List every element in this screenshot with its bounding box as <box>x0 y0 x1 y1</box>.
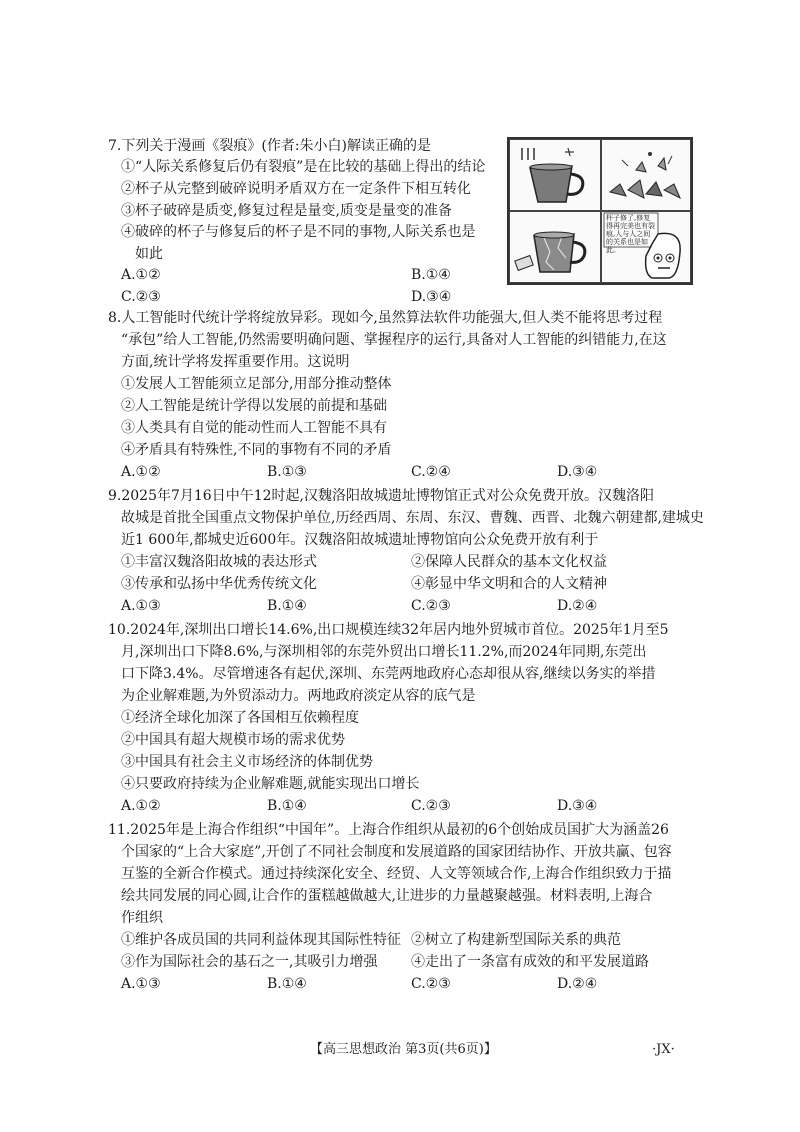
q11-option-c: C.②③ <box>411 976 451 992</box>
q11-item-1: ①维护各成员国的共同利益体现其国际性特征 <box>121 932 401 948</box>
q11-option-a: A.①③ <box>121 976 161 992</box>
q8-stem-line-2: “承包”给人工智能,仍然需要明确问题、掌握程序的运行,具备对人工智能的纠错能力,在这 <box>121 332 667 348</box>
q11-stem-line-3: 互鉴的全新合作模式。通过持续深化安全、经贸、人文等领域合作,上海合作组织致力于描 <box>121 866 672 882</box>
q9-option-a: A.①③ <box>121 598 161 614</box>
q9-option-c: C.②③ <box>411 598 451 614</box>
page-footer-code: ·JX· <box>652 1042 675 1057</box>
page-footer-title: 【高三思想政治 第3页(共6页)】 <box>310 1042 497 1057</box>
q11-option-d: D.②④ <box>557 976 598 992</box>
q8-stem-line-1: 8.人工智能时代统计学将绽放异彩。现如今,虽然算法软件功能强大,但人类不能将思考过程 <box>108 310 663 326</box>
q9-item-2: ②保障人民群众的基本文化权益 <box>411 554 607 570</box>
q11-stem-line-2: 个国家的“上合大家庭”,开创了不同社会制度和发展道路的国家团结协作、开放共赢、包容 <box>121 844 672 860</box>
q11-option-b: B.①④ <box>267 976 307 992</box>
q10-item-4: ④只要政府持续为企业解难题,就能实现出口增长 <box>121 776 420 792</box>
q9-stem-line-2: 故城是首批全国重点文物保护单位,历经西周、东周、东汉、曹魏、西晋、北魏六朝建都,建城史 <box>121 510 704 526</box>
q10-option-b: B.①④ <box>267 798 307 814</box>
q9-option-b: B.①④ <box>267 598 307 614</box>
q7-stem: 7.下列关于漫画《裂痕》(作者:朱小白)解读正确的是 <box>108 138 431 154</box>
q8-option-a: A.①② <box>121 464 161 480</box>
comic-panel-intact-cup <box>509 139 601 211</box>
q10-stem-line-4: 为企业解难题,为外贸添动力。两地政府淡定从容的底气是 <box>121 688 476 704</box>
q11-item-3: ③作为国际社会的基石之一,其吸引力增强 <box>121 954 378 970</box>
q7-item-4-cont: 如此 <box>135 246 163 262</box>
q9-item-4: ④彰显中华文明和合的人文精神 <box>411 576 607 592</box>
q7-item-1: ①“人际关系修复后仍有裂痕”是在比较的基础上得出的结论 <box>121 159 486 175</box>
comic-panel-repaired-cup <box>509 211 601 283</box>
q9-stem-line-1: 9.2025年7月16日中午12时起,汉魏洛阳故城遗址博物馆正式对公众免费开放。汉魏洛阳 <box>108 488 654 504</box>
q11-stem-line-5: 作组织 <box>121 910 163 926</box>
q8-item-4: ④矛盾具有特殊性,不同的事物有不同的矛盾 <box>121 442 392 458</box>
q11-item-2: ②树立了构建新型国际关系的典范 <box>411 932 621 948</box>
q7-option-a: A.①② <box>121 267 161 283</box>
q7-option-b: B.①④ <box>411 267 451 283</box>
q10-stem-line-2: 月,深圳出口下降8.6%,与深圳相邻的东莞外贸出口增长11.2%,而2024年同期,东莞出 <box>121 644 647 660</box>
q10-option-c: C.②③ <box>411 798 451 814</box>
q10-option-d: D.③④ <box>557 798 598 814</box>
q10-item-1: ①经济全球化加深了各国相互依赖程度 <box>121 710 359 726</box>
q10-item-3: ③中国具有社会主义市场经济的体制优势 <box>121 754 373 770</box>
q7-option-d: D.③④ <box>411 289 452 305</box>
q11-stem-line-4: 绘共同发展的同心圆,让合作的蛋糕越做越大,让进步的力量越聚越强。材料表明,上海合 <box>121 888 653 904</box>
q8-item-3: ③人类具有自觉的能动性而人工智能不具有 <box>121 420 387 436</box>
q10-option-a: A.①② <box>121 798 161 814</box>
q8-option-b: B.①③ <box>267 464 307 480</box>
comic-panel-broken-cup <box>601 139 691 211</box>
q8-option-c: C.②④ <box>411 464 451 480</box>
q8-item-2: ②人工智能是统计学得以发展的前提和基础 <box>121 398 387 414</box>
q10-item-2: ②中国具有超大规模市场的需求优势 <box>121 732 345 748</box>
intact-cup-icon <box>510 140 600 210</box>
q10-stem-line-3: 口下降3.4%。尽管增速各有起伏,深圳、东莞两地政府心态却很从容,继续以务实的举措 <box>121 666 656 682</box>
q7-option-c: C.②③ <box>121 289 161 305</box>
q11-item-4: ④走出了一条富有成效的和平发展道路 <box>411 954 649 970</box>
q7-item-2: ②杯子从完整到破碎说明矛盾双方在一定条件下相互转化 <box>121 181 471 197</box>
q9-item-3: ③传承和弘扬中华优秀传统文化 <box>121 576 317 592</box>
q9-option-d: D.②④ <box>557 598 598 614</box>
q10-stem-line-1: 10.2024年,深圳出口增长14.6%,出口规模连续32年居内地外贸城市首位。2025年1月至5 <box>108 622 669 638</box>
comic-crack <box>507 137 693 285</box>
q7-item-3: ③杯子破碎是质变,修复过程是量变,质变是量变的准备 <box>121 203 452 219</box>
broken-cup-icon <box>602 140 690 210</box>
repaired-cup-face-icon <box>602 212 690 282</box>
q8-option-d: D.③④ <box>557 464 598 480</box>
q8-stem-line-3: 方面,统计学将发挥重要作用。这说明 <box>121 354 350 370</box>
repaired-cup-icon <box>510 212 600 282</box>
q9-item-1: ①丰富汉魏洛阳故城的表达形式 <box>121 554 317 570</box>
comic-panel-caption <box>601 211 691 283</box>
comic-caption: 杯子修了,修复得再完美也有裂痕,人与人之间的关系也是如此。 <box>606 214 655 254</box>
q9-stem-line-3: 近1 600年,都城史近600年。汉魏洛阳故城遗址博物馆向公众免费开放有利于 <box>121 532 599 548</box>
q8-item-1: ①发展人工智能须立足部分,用部分推动整体 <box>121 376 392 392</box>
q11-stem-line-1: 11.2025年是上海合作组织“中国年”。上海合作组织从最初的6个创始成员国扩大为涵盖26 <box>108 822 669 838</box>
q7-item-4: ④破碎的杯子与修复后的杯子是不同的事物,人际关系也是 <box>121 224 476 240</box>
